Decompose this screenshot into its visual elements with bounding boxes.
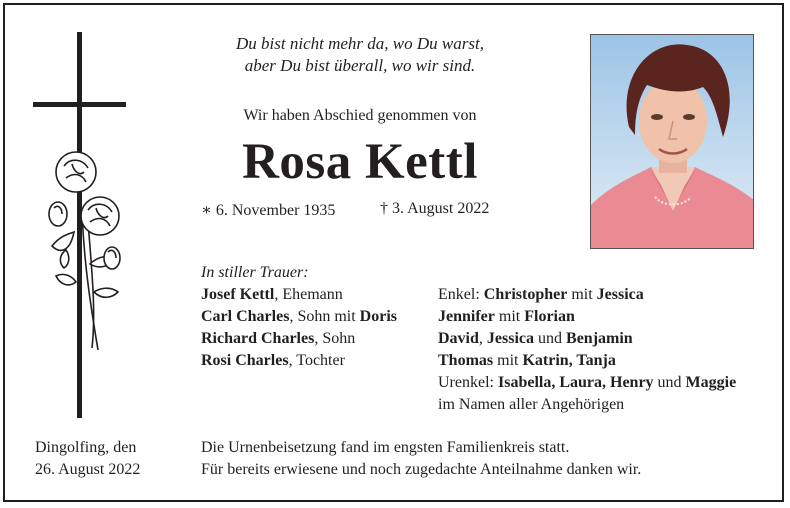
death-date: † 3. August 2022 [380, 200, 490, 217]
mourning-heading: In stiller Trauer: [201, 264, 309, 281]
family-relation: Ehemann [282, 286, 343, 303]
joiner-text: , [568, 352, 577, 369]
notice-line-2: Für bereits erwiesene und noch zugedachte Anteilnahme danken wir. [201, 461, 642, 478]
portrait-photo [590, 34, 754, 249]
joiner-text: , [551, 374, 560, 391]
birth-date: ∗ 6. November 1935 [201, 202, 336, 219]
joiner-text: , [602, 374, 610, 391]
notice-text [201, 437, 641, 481]
family-relation: Tochter [296, 352, 345, 369]
quote-line-2: aber Du bist überall, wo wir sind. [244, 56, 476, 75]
family-sep: , [274, 286, 283, 303]
grandchildren-row [438, 284, 736, 306]
family-right-list [438, 284, 736, 416]
grandchild-name: David [438, 330, 479, 347]
grandchild-name: Thomas [438, 352, 494, 369]
grandchildren-row [438, 328, 736, 350]
joiner-text: mit [494, 308, 525, 325]
deceased-name: Rosa Kettl [242, 134, 478, 190]
place-text: Dingolfing, den [35, 439, 137, 456]
great-grandchild-name: Henry [610, 374, 654, 391]
family-member-name: Carl Charles [201, 308, 290, 325]
quote-line-1: Du bist nicht mehr da, wo Du warst, [236, 34, 484, 53]
family-member-name: Rosi Charles [201, 352, 289, 369]
closing-line: im Namen aller Angehörigen [438, 396, 625, 413]
date-text: 26. August 2022 [35, 461, 141, 478]
great-grandchild-name: Isabella [497, 374, 552, 391]
family-row [201, 306, 397, 328]
family-member-partner: Doris [359, 308, 397, 325]
grandchildren-row [438, 350, 736, 372]
family-sep: , [314, 330, 323, 347]
joiner-text: , [478, 330, 487, 347]
joiner-text: mit [493, 352, 523, 369]
place-date [35, 437, 140, 481]
partner-name: Jessica [596, 286, 644, 303]
great-grandchild-name: Laura [559, 374, 602, 391]
partner-name: Florian [524, 308, 575, 325]
partner-name: Tanja [576, 352, 616, 369]
family-left-list [201, 284, 397, 372]
family-row [201, 328, 397, 350]
notice-line-1: Die Urnenbeisetzung fand im engsten Familienkreis statt. [201, 439, 570, 456]
partner-name: Katrin [522, 352, 569, 369]
cross-with-roses-icon [30, 32, 130, 422]
family-member-name: Josef Kettl [201, 286, 275, 303]
grandchild-name: Benjamin [566, 330, 633, 347]
grandchild-name: Jessica [486, 330, 535, 347]
joiner-text: und [653, 374, 686, 391]
grandchildren-row [438, 306, 736, 328]
intro-text: Wir haben Abschied genommen von [243, 107, 477, 124]
grandchild-name: Jennifer [438, 308, 495, 325]
family-relation: Sohn mit [297, 308, 360, 325]
family-sep: , [289, 308, 298, 325]
joiner-text: und [534, 330, 567, 347]
family-relation: Sohn [322, 330, 356, 347]
family-sep: , [288, 352, 297, 369]
enkel-label: Enkel: [438, 286, 484, 303]
joiner-text: mit [567, 286, 597, 303]
great-grandchildren-row [438, 372, 736, 394]
great-grandchild-name: Maggie [685, 374, 737, 391]
family-row [201, 284, 397, 306]
grandchild-name: Christopher [483, 286, 568, 303]
family-member-name: Richard Charles [201, 330, 315, 347]
urenkel-label: Urenkel: [438, 374, 498, 391]
family-row [201, 350, 397, 372]
